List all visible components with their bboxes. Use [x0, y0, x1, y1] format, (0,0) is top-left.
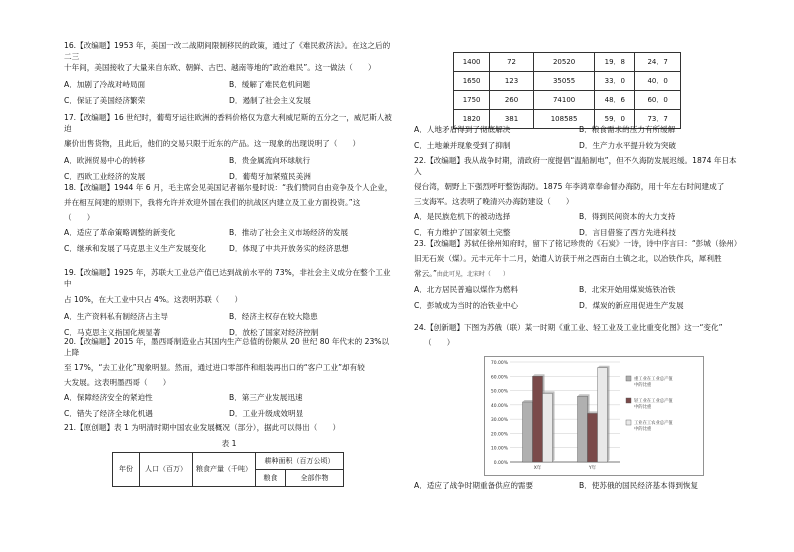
col-grain-output: 粮食产量（千吨）	[193, 453, 256, 487]
col-all-crops: 全部作物	[285, 470, 343, 487]
q19-stem-2: 占 10%，在大工业中只占 4%。这表明苏联（ ）	[64, 295, 243, 304]
y-tick-label: 30.00%	[490, 418, 508, 424]
col-year: 年份	[113, 453, 140, 487]
bar-top	[598, 366, 610, 368]
agriculture-table-body	[453, 52, 681, 129]
q17-stem-1: 17.【改编题】16 世纪时，葡萄牙运往欧洲的香料价格仅为意大利威尼斯的五分之一，威尼斯人被迫	[64, 113, 392, 133]
table-cell: 381	[490, 110, 534, 129]
q24-stem: 24.【创新题】下图为苏俄（联）某一时期《重工业、轻工业及工业比重变化图》这一“变化”	[414, 323, 723, 332]
q16-stem-1: 16.【改编题】1953 年，美国一改二战期间限制移民的政策，通过了《难民救济法》。在这之后的二三	[64, 41, 391, 61]
q21-option-a[interactable]: A．人地矛盾得到了彻底解决	[414, 125, 511, 134]
bar-side	[608, 366, 610, 462]
agriculture-table-header	[112, 452, 344, 487]
q23-option-b[interactable]: B．北宋开始用煤炭炼铁冶铁	[579, 285, 676, 294]
q21-option-b[interactable]: B．粮食需求的压力有所缓解	[579, 125, 676, 134]
y-tick-label: 20.00%	[490, 432, 508, 438]
col-grain: 粮食	[256, 470, 286, 487]
q22-option-c[interactable]: C．有力维护了国家领土完整	[414, 228, 511, 237]
q17-option-c[interactable]: C．西欧工业经济的发展	[64, 172, 146, 181]
table-cell: 1820	[454, 110, 490, 129]
table-cell: 24．7	[635, 53, 681, 72]
bar	[533, 376, 543, 462]
q19-option-d[interactable]: D．放松了国家对经济控制	[229, 328, 319, 337]
table-cell: 40．0	[635, 72, 681, 91]
q16-option-c[interactable]: C．保证了美国经济繁荣	[64, 96, 146, 105]
q20-stem-3: 大发展。这表明墨西哥（ ）	[64, 378, 171, 387]
q23-option-d[interactable]: D．煤炭的新应用促进生产发展	[579, 301, 684, 310]
y-tick-label: 50.00%	[490, 389, 508, 395]
col-farmland: 耕种面积（百万公顷）	[256, 453, 344, 470]
table-cell: 74100	[533, 91, 594, 110]
industry-ratio-chart	[484, 356, 704, 476]
q19-stem-1: 19.【改编题】1925 年，苏联大工业总产值已达到战前水平的 73%，非社会主义成分在整个工业中	[64, 268, 391, 288]
legend-label: 中的比重	[634, 427, 652, 432]
bar	[588, 413, 598, 462]
bar-side	[553, 391, 555, 462]
bar	[598, 368, 608, 462]
q16-option-b[interactable]: B．缓解了难民危机问题	[229, 80, 311, 89]
y-tick-label: 40.00%	[490, 403, 508, 409]
legend-label: 工业在工农业总产值	[634, 421, 673, 426]
q20-option-b[interactable]: B．第三产业发展迅速	[229, 393, 303, 402]
question-22	[414, 155, 744, 238]
table-cell: 48．6	[595, 91, 635, 110]
table-row	[454, 53, 681, 72]
q22-option-b[interactable]: B．得到民间资本的大力支持	[579, 212, 676, 221]
q24-option-a[interactable]: A．适应了战争时期重备供应的需要	[414, 481, 534, 490]
table-cell: 33．0	[595, 72, 635, 91]
question-23	[414, 238, 744, 311]
table-cell: 59．0	[595, 110, 635, 129]
q18-option-d[interactable]: D．体现了中共开放务实的经济思想	[229, 244, 349, 253]
y-tick-label: 0.00%	[493, 461, 508, 466]
table-cell: 123	[490, 72, 534, 91]
table-row	[454, 72, 681, 91]
question-24-options	[414, 480, 744, 491]
q23-stem-3: 常云。”	[414, 269, 437, 278]
q22-stem-1: 22.【改编题】我从战争时期，清政府一度提倡“温船制电”，但不久海防发展迟缓。1874 年日本入	[414, 156, 737, 176]
q17-option-a[interactable]: A．欧洲贸易中心的转移	[64, 156, 146, 165]
table-cell: 1750	[454, 91, 490, 110]
q22-option-a[interactable]: A．是民族危机下的被动选择	[414, 212, 511, 221]
q20-stem-2: 至 17%，“去工业化”现象明显。然而，通过进口零部件和组装再出口的“客户工业”却有较	[64, 363, 365, 372]
q19-option-c[interactable]: C．马克思主义指国化规显著	[64, 328, 161, 337]
q23-stem-4: 由此可见，北宋时（ ）	[436, 271, 509, 278]
legend-label: 重工业在工业总产值	[634, 377, 673, 382]
q21-option-c[interactable]: C．土地兼并现象受到了抑制	[414, 141, 511, 150]
bar-top	[533, 374, 545, 376]
q18-stem-3: （ ）	[64, 213, 95, 222]
bar	[543, 393, 553, 462]
question-19	[64, 267, 394, 338]
q17-option-d[interactable]: D．葡萄牙加紧殖民美洲	[229, 172, 311, 181]
table-row	[454, 91, 681, 110]
question-16	[64, 40, 394, 106]
question-18	[64, 182, 394, 254]
table-cell: 1650	[454, 72, 490, 91]
bar	[523, 402, 533, 462]
table-cell: 108585	[533, 110, 594, 129]
q23-option-a[interactable]: A．北方居民普遍以煤作为燃料	[414, 285, 518, 294]
q18-stem-2: 并在相互间建的原则下，我将允许并欢迎外国在我们的抗战区内建立及工业方面投资。”这	[64, 198, 361, 207]
q21-option-d[interactable]: D．生产力水平提升较为突破	[579, 141, 676, 150]
q18-option-c[interactable]: C．继承和发展了马克思主义生产发展变化	[64, 244, 206, 253]
table-cell: 73．7	[635, 110, 681, 129]
y-tick-label: 10.00%	[490, 446, 508, 452]
legend-swatch	[626, 398, 631, 403]
q20-option-c[interactable]: C．错失了经济全球化机遇	[64, 409, 153, 418]
legend-label: 中的比重	[634, 405, 652, 410]
x-tick-label: Y年	[588, 466, 597, 471]
table-cell: 1400	[454, 53, 490, 72]
question-24	[414, 322, 744, 348]
q18-stem-1: 18.【改编题】1944 年 6 月，毛主席会见美国记者福尔曼时说：“我们赞同自由竞争及个人企业，	[64, 183, 393, 192]
y-tick-label: 60.00%	[490, 375, 508, 381]
q18-option-b[interactable]: B．推动了社会主义市场经济的发展	[229, 228, 349, 237]
q24-stem-2: （ ）	[424, 338, 455, 347]
q23-option-c[interactable]: C．彭城成为当时的冶铁业中心	[414, 301, 519, 310]
q21-stem: 21.【原创题】表 1 为明清时期中国农业发展概况（部分），据此可以得出（ ）	[64, 423, 341, 432]
q23-stem-2: 旧无石炭（煤）。元丰元年十二月，始遣人访获于州之西南白土镇之北，以冶铁作兵，犀利胜	[414, 254, 722, 263]
legend-swatch	[626, 420, 631, 425]
table-cell: 35055	[533, 72, 594, 91]
legend-label: 中的比重	[634, 383, 652, 388]
q22-option-d[interactable]: D．言目借鉴了西方先进科技	[579, 228, 676, 237]
bar-top	[543, 391, 555, 393]
q20-stem-1: 20.【改编题】2015 年，墨西哥制造业占其国内生产总值的份额从 20 世纪 80 年代末的 23%以上降	[64, 337, 390, 357]
q16-stem-2: 十年间，美国接收了大量来自东欧、朝鲜、古巴、越南等地的“政治难民”。这一做法（ ）	[64, 63, 376, 72]
q16-option-a[interactable]: A．加剧了冷战对峙局面	[64, 80, 146, 89]
table-cell: 72	[490, 53, 534, 72]
question-21-options	[414, 124, 744, 151]
table-cell: 19．8	[595, 53, 635, 72]
q17-option-b[interactable]: B．贵金属流向环球航行	[229, 156, 311, 165]
table-cell: 60．0	[635, 91, 681, 110]
q18-option-a[interactable]: A．适应了革命策略调整的新变化	[64, 228, 176, 237]
y-tick-label: 70.00%	[490, 361, 508, 366]
q20-option-a[interactable]: A．保障经济安全的紧迫性	[64, 393, 153, 402]
legend-swatch	[626, 376, 631, 381]
q19-option-a[interactable]: A．生产资料私有制经济占主导	[64, 312, 168, 321]
q19-option-b[interactable]: B．经济主权存在较大隐患	[229, 312, 318, 321]
table-cell: 260	[490, 91, 534, 110]
q24-option-b[interactable]: B．使苏俄的国民经济基本得到恢复	[579, 481, 699, 490]
q22-stem-2: 侵台湾，朝野上下强烈呼吁整饬海防。1875 年李鸿章奉命督办海防，用十年左右时间建成了	[414, 182, 725, 191]
q22-stem-3: 三支海军。这表明了晚清兴办海防建设（ ）	[414, 197, 574, 206]
q23-stem-1: 23.【改编题】苏轼任徐州知府时，留下了铭记珍贵的《石炭》一诗，诗中序言曰：“彭城（徐州）	[414, 239, 742, 248]
table-cell: 20520	[533, 53, 594, 72]
bar	[578, 396, 588, 462]
table-title: 表 1	[221, 439, 237, 448]
q20-option-d[interactable]: D．工业升级成效明显	[229, 409, 304, 418]
q17-stem-2: 廉价出售货物，且此后，他们的交易只限于近东的产品。这一现象的出现说明了（ ）	[64, 139, 361, 148]
question-17	[64, 112, 394, 182]
q16-option-d[interactable]: D．遏制了社会主义发展	[229, 96, 311, 105]
question-20	[64, 336, 394, 419]
legend-label: 轻工业在工业总产值	[634, 399, 673, 404]
question-21	[64, 422, 394, 487]
bar-top	[578, 394, 590, 396]
col-population: 人口（百万）	[140, 453, 193, 487]
x-tick-label: X年	[533, 466, 542, 471]
